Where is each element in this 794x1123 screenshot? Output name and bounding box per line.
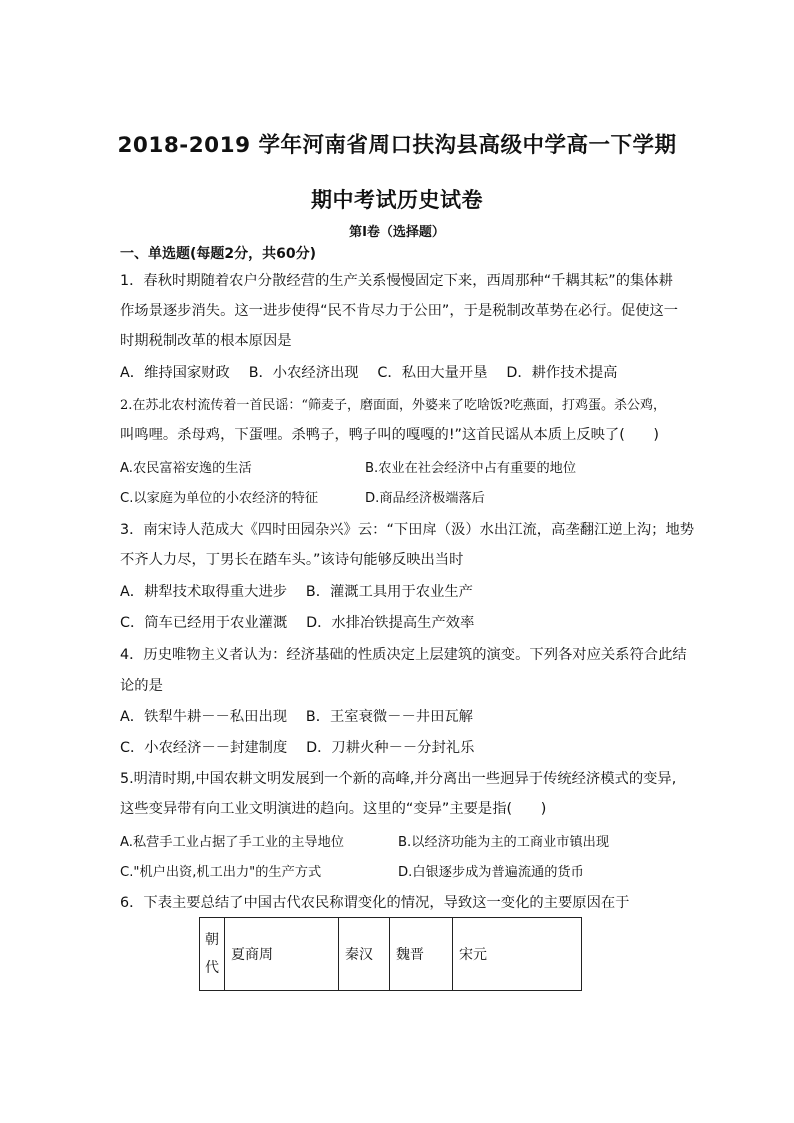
- q5-line-2: 这些变异带有向工业文明演进的趋向。这里的“变异”主要是指( ): [120, 801, 547, 817]
- q2-line-1: 2.在苏北农村流传着一首民谣：“筛麦子，磨面面，外婆来了吃啥饭?吃燕面，打鸡蛋。杀公鸡，: [120, 398, 667, 413]
- table-header-top: 朝: [205, 932, 219, 948]
- table-cell-qin-han: 秦汉: [339, 918, 390, 991]
- q5-option-a: A.私营手工业占据了手工业的主导地位: [120, 835, 344, 850]
- q2-line-2: 叫鸣哩。杀母鸡，下蛋哩。杀鸭子，鸭子叫的嘎嘎的!”这首民谣从本质上反映了( ): [120, 427, 659, 443]
- q2-option-a: A.农民富裕安逸的生活: [120, 461, 252, 476]
- q1-options: A．维持国家财政 B．小农经济出现 C．私田大量开垦 D．耕作技术提高: [120, 365, 618, 381]
- q4-options-2: C．小农经济－－封建制度 D．刀耕火种－－分封礼乐: [120, 740, 475, 756]
- q3-line-2: 不齐人力尽，丁男长在踏车头。”该诗句能够反映出当时: [120, 552, 464, 568]
- farmer-title-table: [199, 917, 582, 991]
- q3-options-1: A．耕犁技术取得重大进步 B．灌溉工具用于农业生产: [120, 584, 473, 600]
- table-row: [200, 918, 582, 991]
- volume-heading: 第Ⅰ卷（选择题）: [349, 225, 445, 240]
- q4-line-1: 4．历史唯物主义者认为：经济基础的性质决定上层建筑的演变。下列各对应关系符合此结: [120, 647, 687, 663]
- q1-line-1: 1．春秋时期随着农户分散经营的生产关系慢慢固定下来，西周那种“千耦其耘”的集体耕: [120, 273, 673, 289]
- table-header-bottom: 代: [205, 960, 219, 976]
- q1-line-2: 作场景逐步消失。这一进步使得“民不肯尽力于公田”，于是税制改革势在必行。促使这一: [120, 303, 679, 319]
- table-cell-song-yuan: 宋元: [453, 918, 582, 991]
- q4-line-2: 论的是: [120, 678, 163, 694]
- q2-option-b: B.农业在社会经济中占有重要的地位: [365, 461, 577, 476]
- q6-line-1: 6．下表主要总结了中国古代农民称谓变化的情况，导致这一变化的主要原因在于: [120, 895, 630, 911]
- q5-line-1: 5.明清时期,中国农耕文明发展到一个新的高峰,并分离出一些迥异于传统经济模式的变异,: [120, 771, 677, 787]
- q3-options-2: C．筒车已经用于农业灌溉 D．水排冶铁提高生产效率: [120, 615, 475, 631]
- exam-title-line-1: 2018-2019 学年河南省周口扶沟县高级中学高一下学期: [117, 133, 677, 158]
- q5-option-c: C."机户出资,机工出力"的生产方式: [120, 865, 322, 880]
- q1-line-3: 时期税制改革的根本原因是: [120, 333, 292, 349]
- q2-option-d: D.商品经济极端落后: [365, 491, 485, 506]
- table-cell-xia-shang-zhou: 夏商周: [225, 918, 339, 991]
- q5-option-d: D.白银逐步成为普遍流通的货币: [398, 865, 584, 880]
- q3-line-1: 3．南宋诗人范成大《四时田园杂兴》云：“下田戽（汲）水出江流，高垄翻江逆上沟；地势: [120, 522, 695, 538]
- q2-option-c: C.以家庭为单位的小农经济的特征: [120, 491, 319, 506]
- q5-option-b: B.以经济功能为主的工商业市镇出现: [398, 835, 610, 850]
- table-header-cell: [200, 918, 225, 991]
- table-cell-wei-jin: 魏晋: [390, 918, 453, 991]
- section-heading: 一、单选题(每题2分，共60分): [120, 246, 317, 262]
- exam-title-line-2: 期中考试历史试卷: [311, 188, 483, 212]
- q4-options-1: A．铁犁牛耕－－私田出现 B．王室衰微－－井田瓦解: [120, 709, 473, 725]
